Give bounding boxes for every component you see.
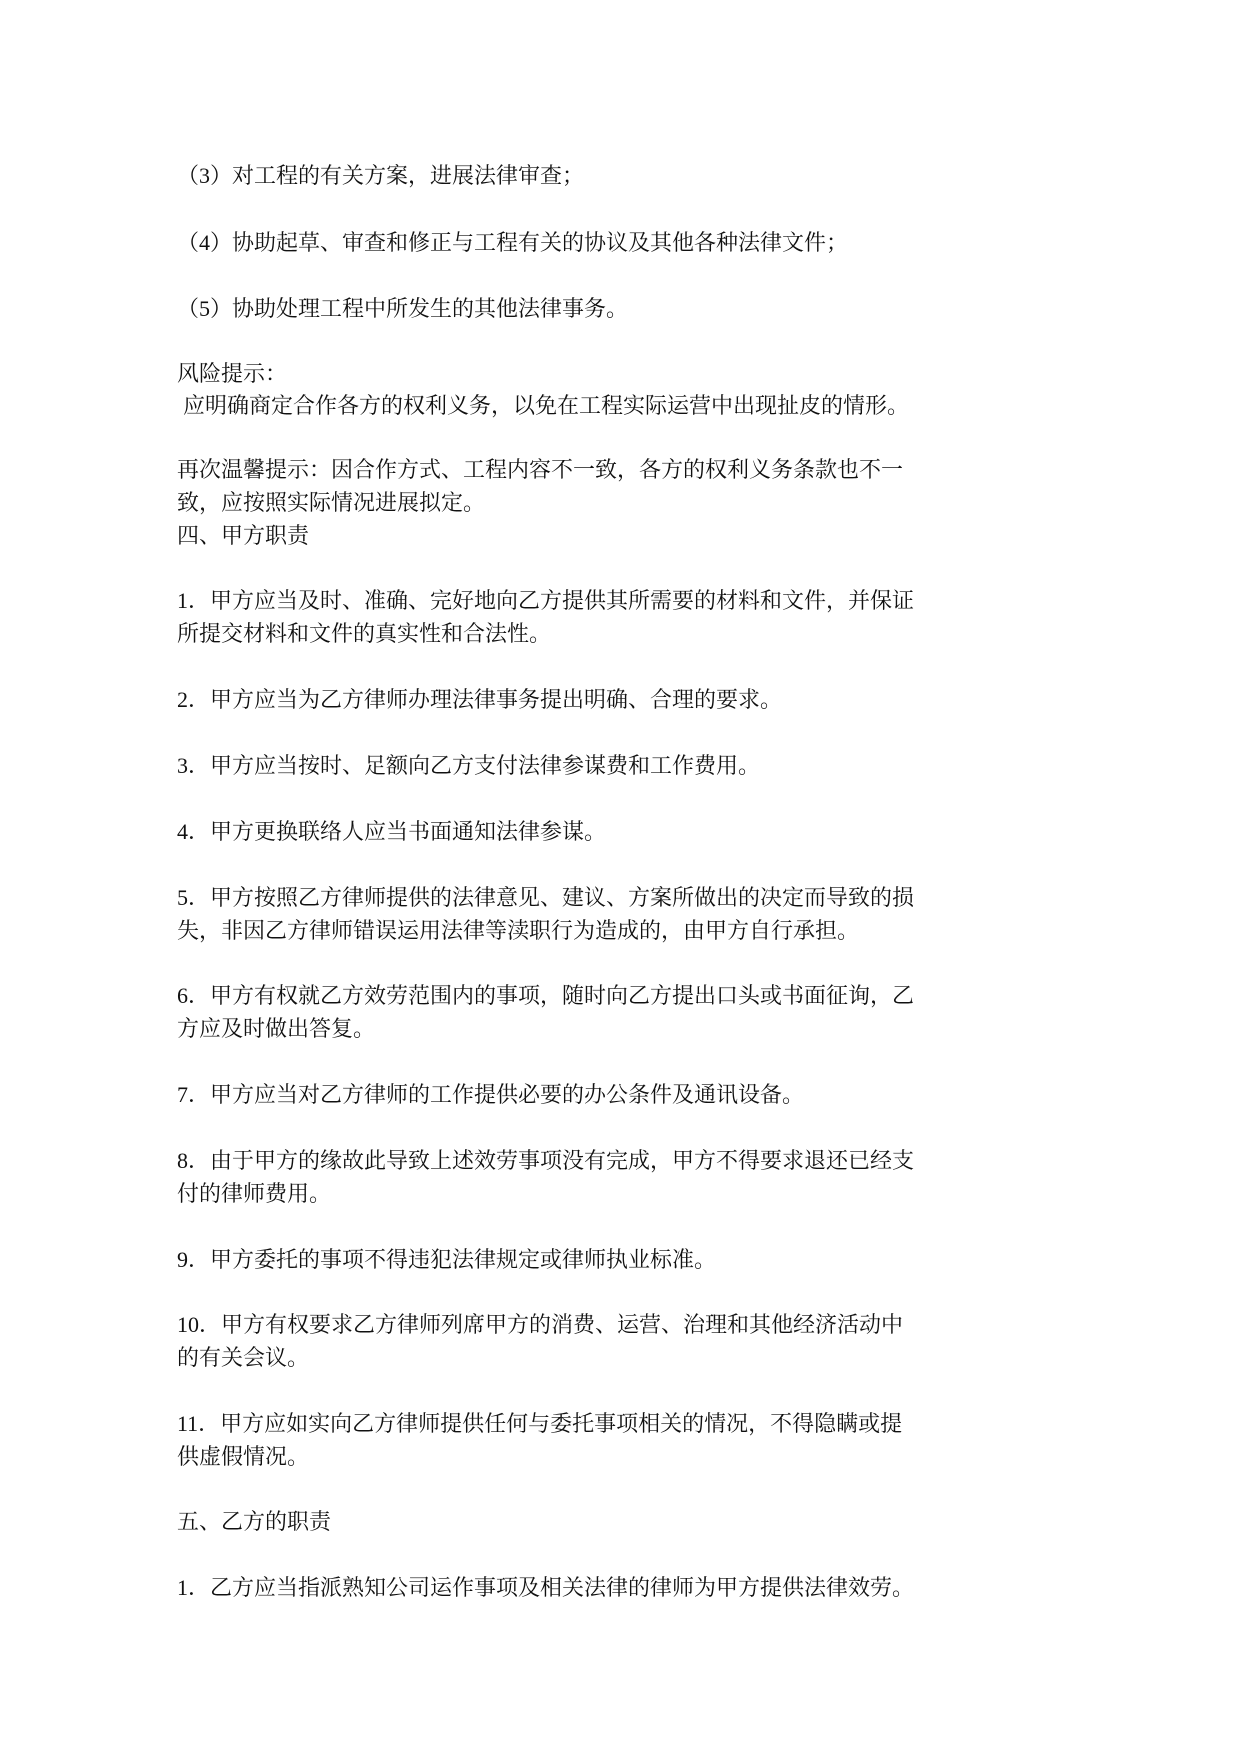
item-line: 供虚假情况。: [177, 1444, 310, 1469]
list-item-4: （4）协助起草、审查和修正与工程有关的协议及其他各种法律文件；: [177, 230, 849, 255]
item-line: 付的律师费用。: [177, 1181, 332, 1206]
risk-notice-title: 风险提示：: [177, 361, 288, 386]
item-line: 1．乙方应当指派熟知公司运作事项及相关法律的律师为甲方提供法律效劳。: [177, 1575, 915, 1600]
list-item-5: （5）协助处理工程中所发生的其他法律事务。: [177, 296, 629, 321]
risk-notice-text: 应明确商定合作各方的权利义务，以免在工程实际运营中出现扯皮的情形。: [183, 393, 910, 418]
item-line: 2．甲方应当为乙方律师办理法律事务提出明确、合理的要求。: [177, 687, 783, 712]
item-line: 方应及时做出答复。: [177, 1016, 376, 1041]
item-line: 9．甲方委托的事项不得违犯法律规定或律师执业标准。: [177, 1247, 717, 1272]
item-line: 失，非因乙方律师错误运用法律等渎职行为造成的，由甲方自行承担。: [177, 918, 860, 943]
item-line: 所提交材料和文件的真实性和合法性。: [177, 621, 552, 646]
list-item-3: （3）对工程的有关方案，进展法律审查；: [177, 163, 585, 188]
reminder-line: 再次温馨提示：因合作方式、工程内容不一致，各方的权利义务条款也不一: [177, 457, 904, 482]
section-five-heading: 五、乙方的职责: [177, 1509, 332, 1534]
item-line: 8．由于甲方的缘故此导致上述效劳事项没有完成，甲方不得要求退还已经支: [177, 1148, 915, 1173]
reminder-line: 致，应按照实际情况进展拟定。: [177, 490, 486, 515]
item-line: 6．甲方有权就乙方效劳范围内的事项，随时向乙方提出口头或书面征询，乙: [177, 983, 915, 1008]
item-line: 4．甲方更换联络人应当书面通知法律参谋。: [177, 819, 607, 844]
item-line: 10．甲方有权要求乙方律师列席甲方的消费、运营、治理和其他经济活动中: [177, 1312, 904, 1337]
item-line: 5．甲方按照乙方律师提供的法律意见、建议、方案所做出的决定而导致的损: [177, 885, 915, 910]
item-line: 11．甲方应如实向乙方律师提供任何与委托事项相关的情况，不得隐瞒或提: [177, 1411, 903, 1436]
section-four-heading: 四、甲方职责: [177, 523, 310, 548]
item-line: 3．甲方应当按时、足额向乙方支付法律参谋费和工作费用。: [177, 753, 761, 778]
item-line: 的有关会议。: [177, 1345, 310, 1370]
item-line: 7．甲方应当对乙方律师的工作提供必要的办公条件及通讯设备。: [177, 1082, 805, 1107]
item-line: 1．甲方应当及时、准确、完好地向乙方提供其所需要的材料和文件，并保证: [177, 588, 915, 613]
